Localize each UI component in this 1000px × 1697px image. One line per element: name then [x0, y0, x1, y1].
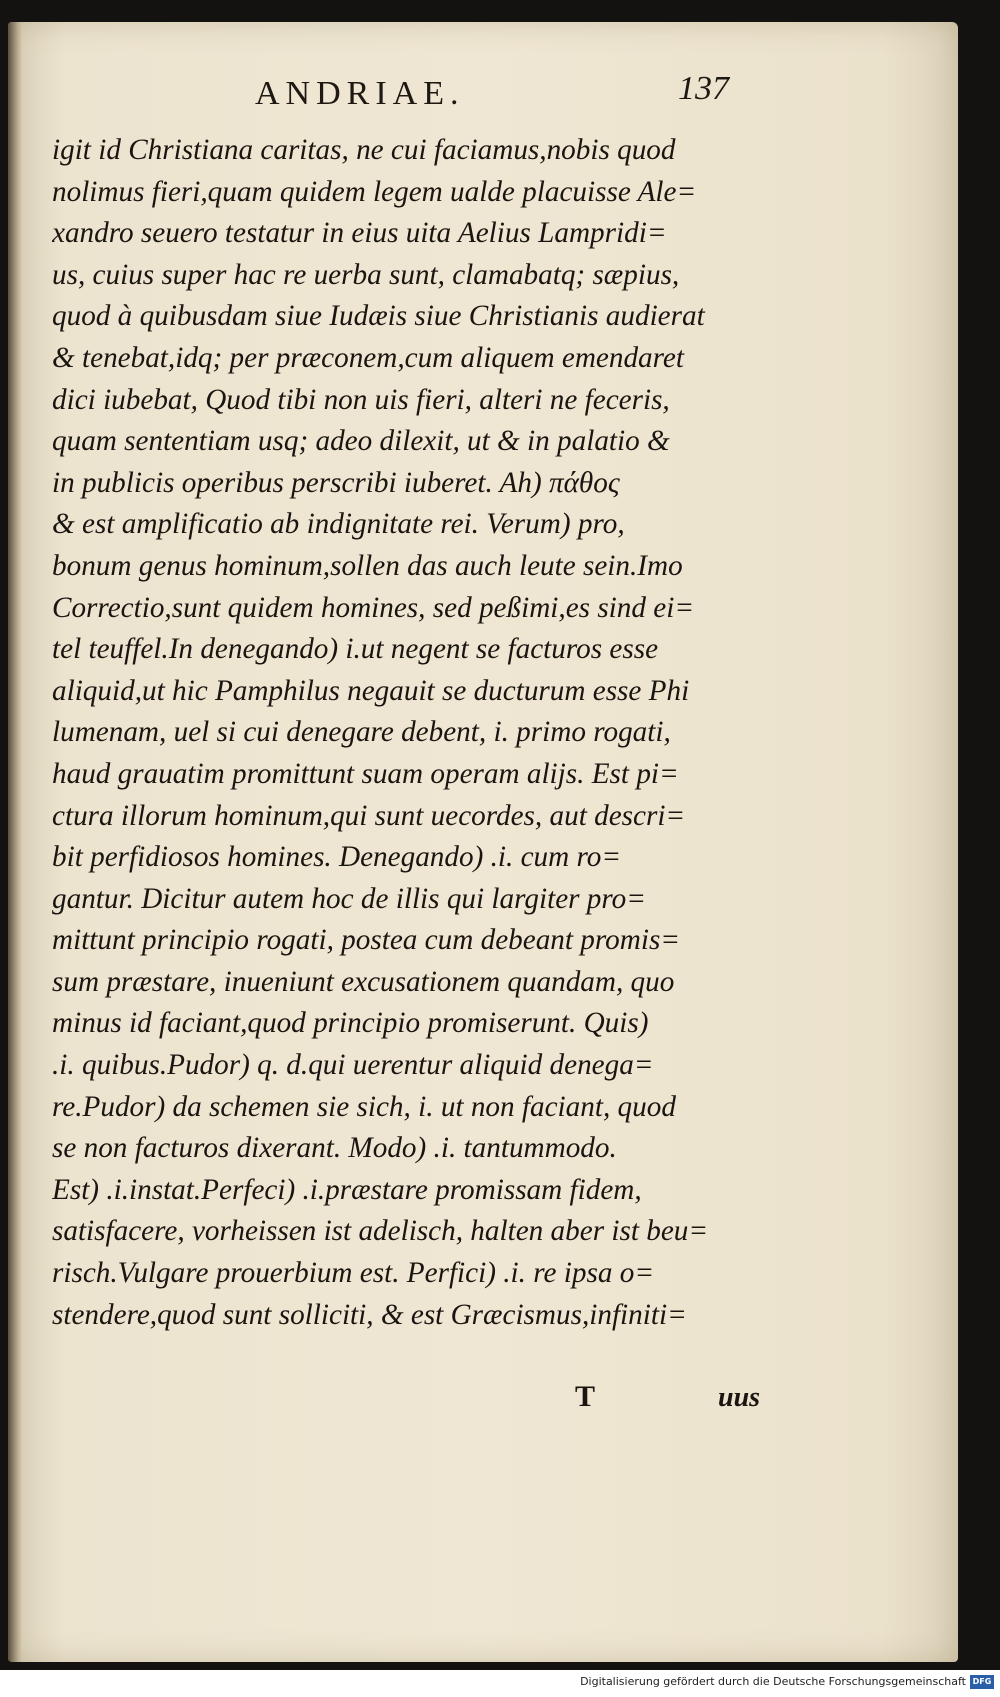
- text-line: & est amplificatio ab indignitate rei. Verum) pro,: [52, 508, 625, 541]
- text-line: haud grauatim promittunt suam operam alijs. Est pi=: [52, 757, 679, 790]
- signature-mark: T: [575, 1380, 596, 1413]
- text-line: .i. quibus.Pudor) q. d.qui uerentur aliquid denega=: [52, 1049, 654, 1082]
- catchword: uus: [718, 1382, 761, 1413]
- text-line: re.Pudor) da schemen sie sich, i. ut non faciant, quod: [52, 1090, 676, 1123]
- text-line: bit perfidiosos homines. Denegando) .i. cum ro=: [52, 841, 622, 874]
- dfg-logo-icon: DFG: [970, 1675, 994, 1689]
- footer-bar: [0, 1670, 1000, 1697]
- page-number: 137: [678, 70, 729, 107]
- text-line: quod à quibusdam siue Iudæis siue Christianis audierat: [52, 300, 705, 333]
- text-line: dici iubebat, Quod tibi non uis fieri, alteri ne feceris,: [52, 383, 670, 416]
- text-line: satisfacere, vorheissen ist adelisch, halten aber ist beu=: [52, 1215, 709, 1248]
- text-line: nolimus fieri,quam quidem legem ualde placuisse Ale=: [52, 175, 697, 208]
- text-line: in publicis operibus perscribi iuberet. Ah) πάθος: [52, 466, 620, 499]
- text-line: lumenam, uel si cui denegare debent, i. primo rogati,: [52, 716, 671, 749]
- text-line: se non facturos dixerant. Modo) .i. tantummodo.: [52, 1132, 617, 1165]
- text-line: xandro seuero testatur in eius uita Aelius Lampridi=: [52, 217, 667, 250]
- text-line: & tenebat,idq; per præconem,cum aliquem emendaret: [52, 341, 684, 374]
- text-line: bonum genus hominum,sollen das auch leute sein.Imo: [52, 549, 683, 582]
- text-line: Est) .i.instat.Perfeci) .i.præstare promissam fidem,: [52, 1173, 642, 1206]
- text-line: sum præstare, inueniunt excusationem quandam, quo: [52, 965, 675, 998]
- text-line: us, cuius super hac re uerba sunt, clamabatq; sæpius,: [52, 258, 680, 291]
- text-line: minus id faciant,quod principio promiserunt. Quis): [52, 1007, 649, 1040]
- text-line: ctura illorum hominum,qui sunt uecordes, aut descri=: [52, 799, 686, 832]
- footer-credit: Digitalisierung gefördert durch die Deutsche Forschungsgemeinschaft: [580, 1675, 966, 1688]
- text-line: tel teuffel.In denegando) i.ut negent se facturos esse: [52, 633, 659, 666]
- text-line: igit id Christiana caritas, ne cui faciamus,nobis quod: [52, 134, 676, 166]
- text-line: mittunt principio rogati, postea cum debeant promis=: [52, 924, 681, 957]
- text-line: aliquid,ut hic Pamphilus negauit se ducturum esse Phi: [52, 674, 690, 707]
- page-gutter: [8, 22, 22, 1662]
- text-line: gantur. Dicitur autem hoc de illis qui largiter pro=: [52, 882, 646, 915]
- text-line: stendere,quod sunt solliciti, & est Græcismus,infiniti=: [52, 1298, 687, 1331]
- text-line: Correctio,sunt quidem homines, sed peßimi,es sind ei=: [52, 591, 695, 624]
- text-line: quam sententiam usq; adeo dilexit, ut & in palatio &: [52, 425, 670, 458]
- body-text: [52, 130, 762, 1336]
- text-line: risch.Vulgare prouerbium est. Perfici) .i. re ipsa o=: [52, 1257, 655, 1290]
- running-head: ANDRIAE.: [255, 75, 465, 112]
